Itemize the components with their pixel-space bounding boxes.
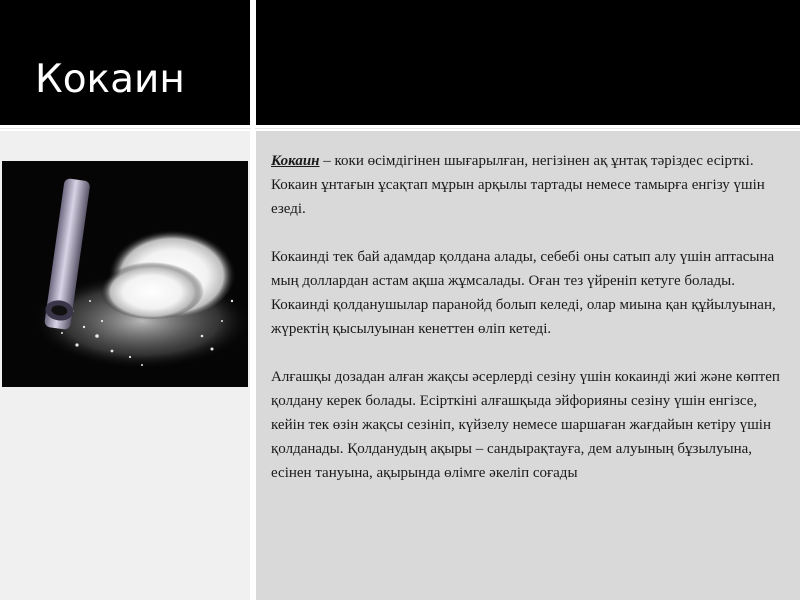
term-cocaine: Кокаин	[271, 153, 320, 169]
column-divider	[251, 0, 255, 600]
paragraph-definition-text: – коки өсімдігінен шығарылған, негізінен ақ ұнтақ тәріздес есірткі. Кокаин ұнтағын ұсақтап мұрын арқылы тартады немесе тамырға енгізу үшін езеді.	[271, 153, 765, 217]
cocaine-photo	[2, 161, 248, 387]
paragraph-effects: Алғашқы дозадан алған жақсы әсерлерді сезіну үшін кокаинді жиі және көптеп қолдану керек болады. Есірткіні алғашқыда эйфорияны сезіну үшін енгізсе, кейін тек өзін жақсы сезініп, күйзелу немесе шаршаған жағдайын кетіру үшін қолданады. Қолданудың ақыры – сандырақтауға, дем алуының бұзылуына, есінен тануына, ақырында өлімге әкеліп соғады	[271, 369, 780, 481]
header-right-panel	[256, 0, 800, 125]
slide-title: Кокаин	[35, 57, 185, 102]
paragraph-usage: Кокаинді тек бай адамдар қолдана алады, себебі оны сатып алу үшін аптасына мың доллардан астам ақша жұмсалады. Оған тез үйреніп кетуге болады. Кокаинді қолданушылар паранойд болып келеді, олар миына қан құйылуынан, жүректің қысылуынан кенеттен өліп кетеді.	[271, 249, 776, 337]
cocaine-powder-image	[2, 161, 248, 387]
header-divider	[0, 128, 800, 129]
slide-body-text	[271, 149, 787, 509]
paragraph-definition	[271, 149, 787, 221]
